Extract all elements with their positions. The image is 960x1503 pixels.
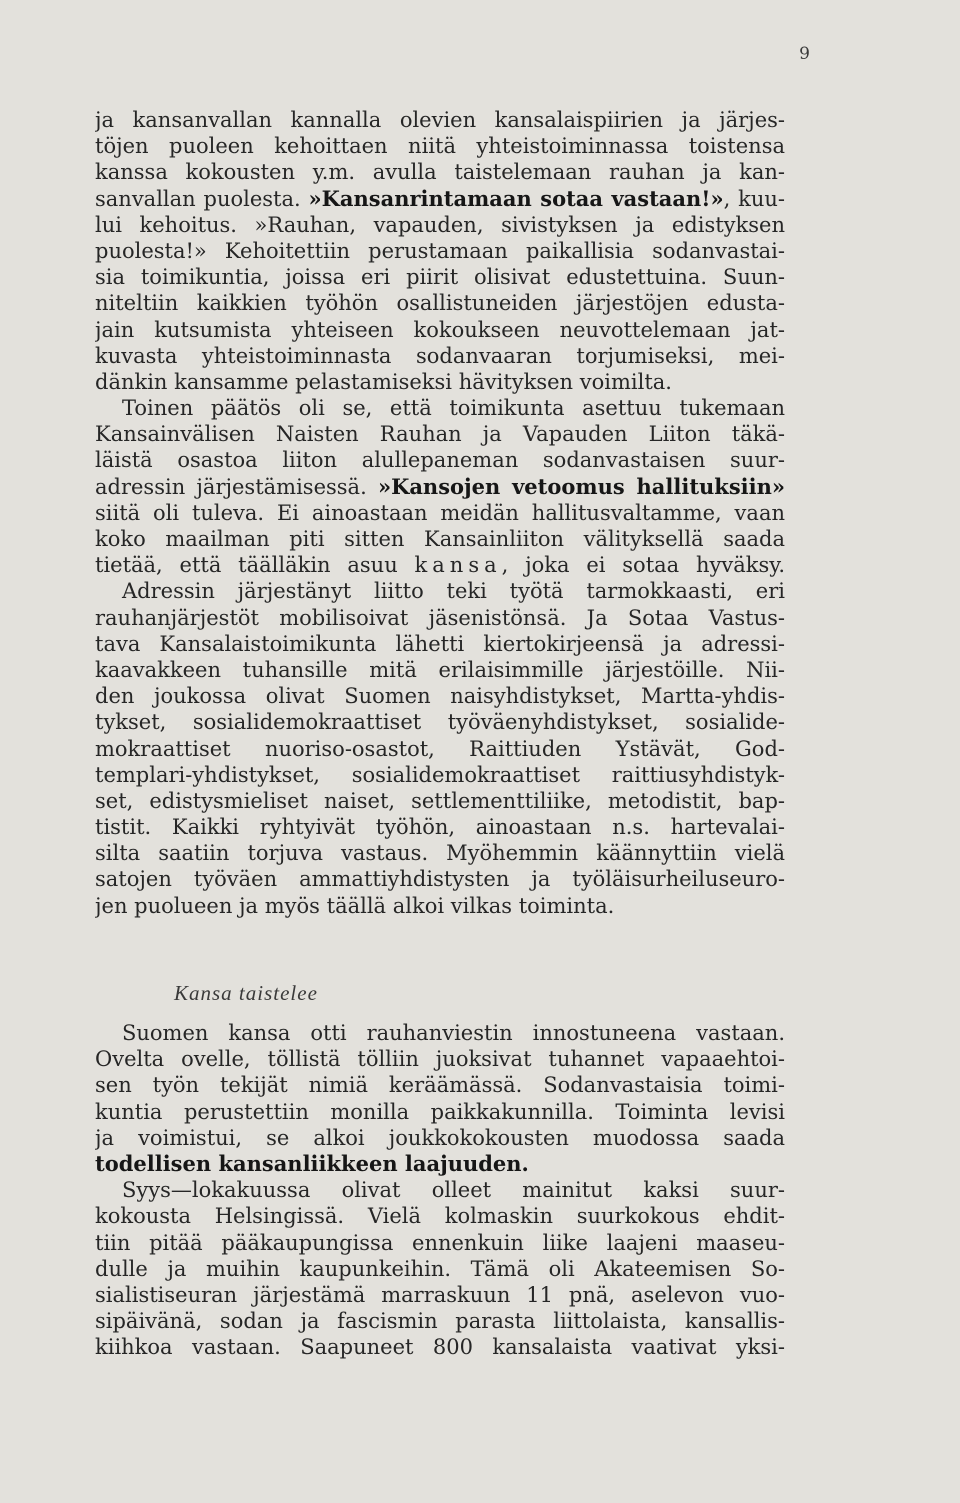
text-line: Adressin järjestänyt liitto teki työtä tarmokkaasti, eri <box>122 579 785 604</box>
text-line: mokraattiset nuoriso-osastot, Raittiuden Ystävät, God- <box>95 736 785 761</box>
text-line: jen puolueen ja myös täällä alkoi vilkas toiminta. <box>95 893 615 918</box>
page-number: 9 <box>799 44 810 64</box>
text-line: kaavakkeen tuhansille mitä erilaisimmille järjestöille. Nii- <box>95 657 785 682</box>
text-line: kuntia perustettiin monilla paikkakunnilla. Toiminta levisi <box>95 1099 785 1124</box>
text-line: templari-yhdistykset, sosialidemokraattiset raittiusyhdistyk- <box>95 762 785 787</box>
text-line: sialistiseuran järjestämä marraskuun 11 pnä, aselevon vuo- <box>95 1282 785 1307</box>
text-line: tava Kansalaistoimikunta lähetti kiertokirjeensä ja adressi- <box>95 631 785 656</box>
text-line: sanvallan puolesta. »Kansanrintamaan sotaa vastaan!», kuu- <box>95 185 785 211</box>
text-line: töjen puoleen kehoittaen niitä yhteistoiminnassa toistensa <box>95 134 785 159</box>
text-line: Toinen päätös oli se, että toimikunta asettuu tukemaan <box>122 396 785 421</box>
text-line: puolesta!» Kehoitettiin perustamaan paikallisia sodanvastai- <box>95 238 785 263</box>
text-line: siitä oli tuleva. Ei ainoastaan meidän hallitusvaltamme, vaan <box>95 500 785 525</box>
text-line: kuvasta yhteistoiminnasta sodanvaaran torjumiseksi, mei- <box>95 343 785 368</box>
text-line: ja voimistui, se alkoi joukkokokousten muodossa saada <box>95 1125 785 1150</box>
text-line: rauhanjärjestöt mobilisoivat jäsenistönsä. Ja Sotaa Vastus- <box>95 605 785 630</box>
text-line: sipäivänä, sodan ja fascismin parasta liittolaista, kansallis- <box>95 1309 785 1334</box>
text-line: Kansainvälisen Naisten Rauhan ja Vapauden Liiton täkä- <box>95 422 785 447</box>
section-heading: Kansa taistelee <box>174 981 318 1005</box>
text-line: set, edistysmieliset naiset, settlementtiliike, metodistit, bap- <box>95 788 785 813</box>
text-line: koko maailman piti sitten Kansainliiton välityksellä saada <box>95 527 785 551</box>
text-line: tiin pitää pääkaupungissa ennenkuin liike laajeni maaseu- <box>95 1230 785 1255</box>
text-line: läistä osastoa liiton alullepaneman sodanvastaisen suur- <box>95 448 785 473</box>
text-line: jain kutsumista yhteiseen kokoukseen neuvottelemaan jat- <box>95 317 785 342</box>
text-line: lui kehoitus. »Rauhan, vapauden, sivistyksen ja edistyksen <box>95 212 785 237</box>
text-line: tykset, sosialidemokraattiset työväenyhdistykset, sosialide- <box>95 710 785 735</box>
text-line: kokousta Helsingissä. Vielä kolmaskin suurkokous ehdit- <box>95 1204 785 1229</box>
text-line: Ovelta ovelle, töllistä tölliin juoksivat tuhannet vapaaehtoi- <box>95 1047 785 1072</box>
text-line: Syys—lokakuussa olivat olleet mainitut kaksi suur- <box>122 1178 785 1203</box>
text-line: kiihkoa vastaan. Saapuneet 800 kansalaista vaativat yksi- <box>95 1335 785 1360</box>
text-line: satojen työväen ammattiyhdistysten ja työläisurheiluseuro- <box>95 867 785 892</box>
text-line: niteltiin kaikkien työhön osallistuneiden järjestöjen edusta- <box>95 291 785 316</box>
text-line: silta saatiin torjuva vastaus. Myöhemmin käännyttiin vielä <box>95 841 785 866</box>
text-line: tistit. Kaikki ryhtyivät työhön, ainoastaan n.s. hartevalai- <box>95 815 785 840</box>
text-line: tietää, että täälläkin asuu kansa, joka ei sotaa hyväksy. <box>95 553 785 578</box>
text-line: Suomen kansa otti rauhanviestin innostuneena vastaan. <box>122 1021 785 1045</box>
text-line: sen työn tekijät nimiä keräämässä. Sodanvastaisia toimi- <box>95 1073 785 1098</box>
text-line: dänkin kansamme pelastamiseksi hävityksen voimilta. <box>95 369 672 394</box>
text-line: den joukossa olivat Suomen naisyhdistykset, Martta-yhdis- <box>95 684 785 709</box>
text-line: todellisen kansanliikkeen laajuuden. <box>95 1150 529 1176</box>
paragraphs-top <box>95 107 785 919</box>
text-line: sia toimikuntia, joissa eri piirit olisivat edustettuina. Suun- <box>95 265 785 290</box>
text-line: adressin järjestämisessä. »Kansojen vetoomus hallituksiin» <box>95 473 785 499</box>
text-line: dulle ja muihin kaupunkeihin. Tämä oli Akateemisen So- <box>95 1256 785 1281</box>
text-line: ja kansanvallan kannalla olevien kansalaispiirien ja järjes- <box>95 108 785 132</box>
text-line: kanssa kokousten y.m. avulla taistelemaan rauhan ja kan- <box>95 160 785 185</box>
paragraphs-bottom <box>95 1020 785 1360</box>
